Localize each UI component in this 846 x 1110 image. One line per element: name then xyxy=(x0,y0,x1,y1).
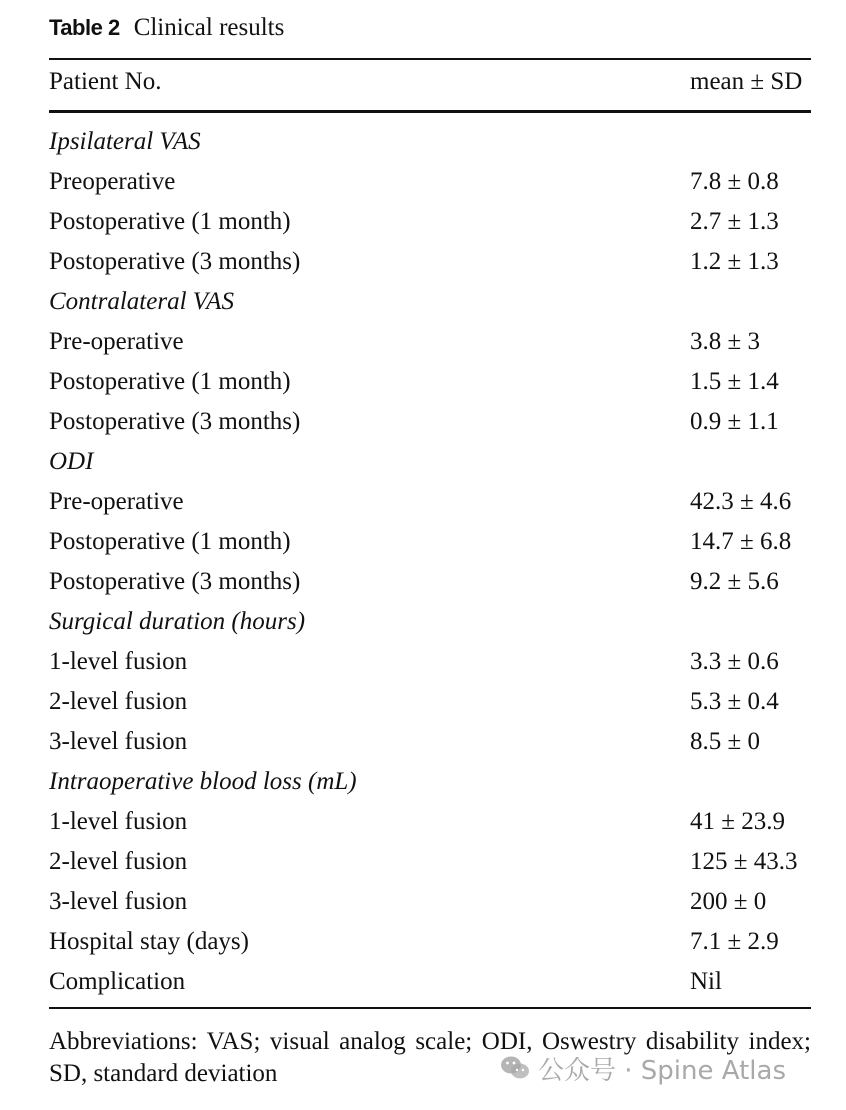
row-label: Pre-operative xyxy=(49,328,184,355)
row-value: Nil xyxy=(690,968,722,995)
section-header-row xyxy=(49,282,811,322)
row-value: 14.7 ± 6.8 xyxy=(690,528,792,555)
table-row xyxy=(49,482,811,522)
watermark xyxy=(500,1050,786,1086)
section-header-row xyxy=(49,762,811,802)
table-row xyxy=(49,962,811,1002)
table-footnote: Abbreviations: VAS; visual analog scale; ODI, Oswestry disability index; SD, standard deviation xyxy=(49,1028,811,1087)
table-row xyxy=(49,522,811,562)
row-label: Preoperative xyxy=(49,168,176,195)
header-rule xyxy=(49,110,811,113)
watermark-text: 公众号 · Spine Atlas xyxy=(538,1055,786,1086)
row-label: 1-level fusion xyxy=(49,808,188,835)
table-row xyxy=(49,922,811,962)
table-row xyxy=(49,882,811,922)
row-value: 1.5 ± 1.4 xyxy=(690,368,779,395)
section-header-row xyxy=(49,602,811,642)
header-mean-sd: mean ± SD xyxy=(690,68,803,95)
row-value: 41 ± 23.9 xyxy=(690,808,785,835)
row-value: 7.1 ± 2.9 xyxy=(690,928,779,955)
row-label: Pre-operative xyxy=(49,488,184,515)
section-label: Ipsilateral VAS xyxy=(49,128,201,155)
row-label: Postoperative (1 month) xyxy=(49,368,291,395)
row-label: Postoperative (1 month) xyxy=(49,528,291,555)
row-label: Postoperative (3 months) xyxy=(49,248,301,275)
section-header-row xyxy=(49,442,811,482)
wechat-icon xyxy=(500,1055,530,1081)
table-row xyxy=(49,402,811,442)
table-row xyxy=(49,242,811,282)
table-row xyxy=(49,562,811,602)
row-label: Postoperative (1 month) xyxy=(49,208,291,235)
table-row xyxy=(49,162,811,202)
row-label: 1-level fusion xyxy=(49,648,188,675)
table-row xyxy=(49,322,811,362)
row-value: 2.7 ± 1.3 xyxy=(690,208,779,235)
row-label: Postoperative (3 months) xyxy=(49,408,301,435)
row-label: 3-level fusion xyxy=(49,728,188,755)
row-value: 42.3 ± 4.6 xyxy=(690,488,792,515)
row-value: 9.2 ± 5.6 xyxy=(690,568,779,595)
row-value: 125 ± 43.3 xyxy=(690,848,798,875)
table-row xyxy=(49,682,811,722)
section-label: Surgical duration (hours) xyxy=(49,608,306,635)
row-label: Hospital stay (days) xyxy=(49,928,249,955)
table-title: Clinical results xyxy=(133,14,285,41)
section-label: Intraoperative blood loss (mL) xyxy=(49,768,357,795)
table-label: Table 2 xyxy=(49,15,120,40)
table-header xyxy=(49,62,811,106)
bottom-rule xyxy=(49,1007,811,1009)
table-row xyxy=(49,362,811,402)
row-value: 0.9 ± 1.1 xyxy=(690,408,779,435)
section-label: Contralateral VAS xyxy=(49,288,234,315)
top-rule xyxy=(49,58,811,60)
table-row xyxy=(49,202,811,242)
section-label: ODI xyxy=(49,448,94,475)
row-label: 2-level fusion xyxy=(49,848,188,875)
row-value: 8.5 ± 0 xyxy=(690,728,760,755)
table-row xyxy=(49,842,811,882)
header-patient-no: Patient No. xyxy=(49,68,162,95)
row-label: Postoperative (3 months) xyxy=(49,568,301,595)
section-header-row xyxy=(49,122,811,162)
row-label: 2-level fusion xyxy=(49,688,188,715)
row-value: 7.8 ± 0.8 xyxy=(690,168,779,195)
table-row xyxy=(49,642,811,682)
table-row xyxy=(49,722,811,762)
row-value: 3.3 ± 0.6 xyxy=(690,648,779,675)
table-caption xyxy=(49,12,284,44)
table-row xyxy=(49,802,811,842)
row-value: 200 ± 0 xyxy=(690,888,767,915)
row-value: 5.3 ± 0.4 xyxy=(690,688,779,715)
row-value: 3.8 ± 3 xyxy=(690,328,760,355)
row-value: 1.2 ± 1.3 xyxy=(690,248,779,275)
row-label: Complication xyxy=(49,968,186,995)
row-label: 3-level fusion xyxy=(49,888,188,915)
